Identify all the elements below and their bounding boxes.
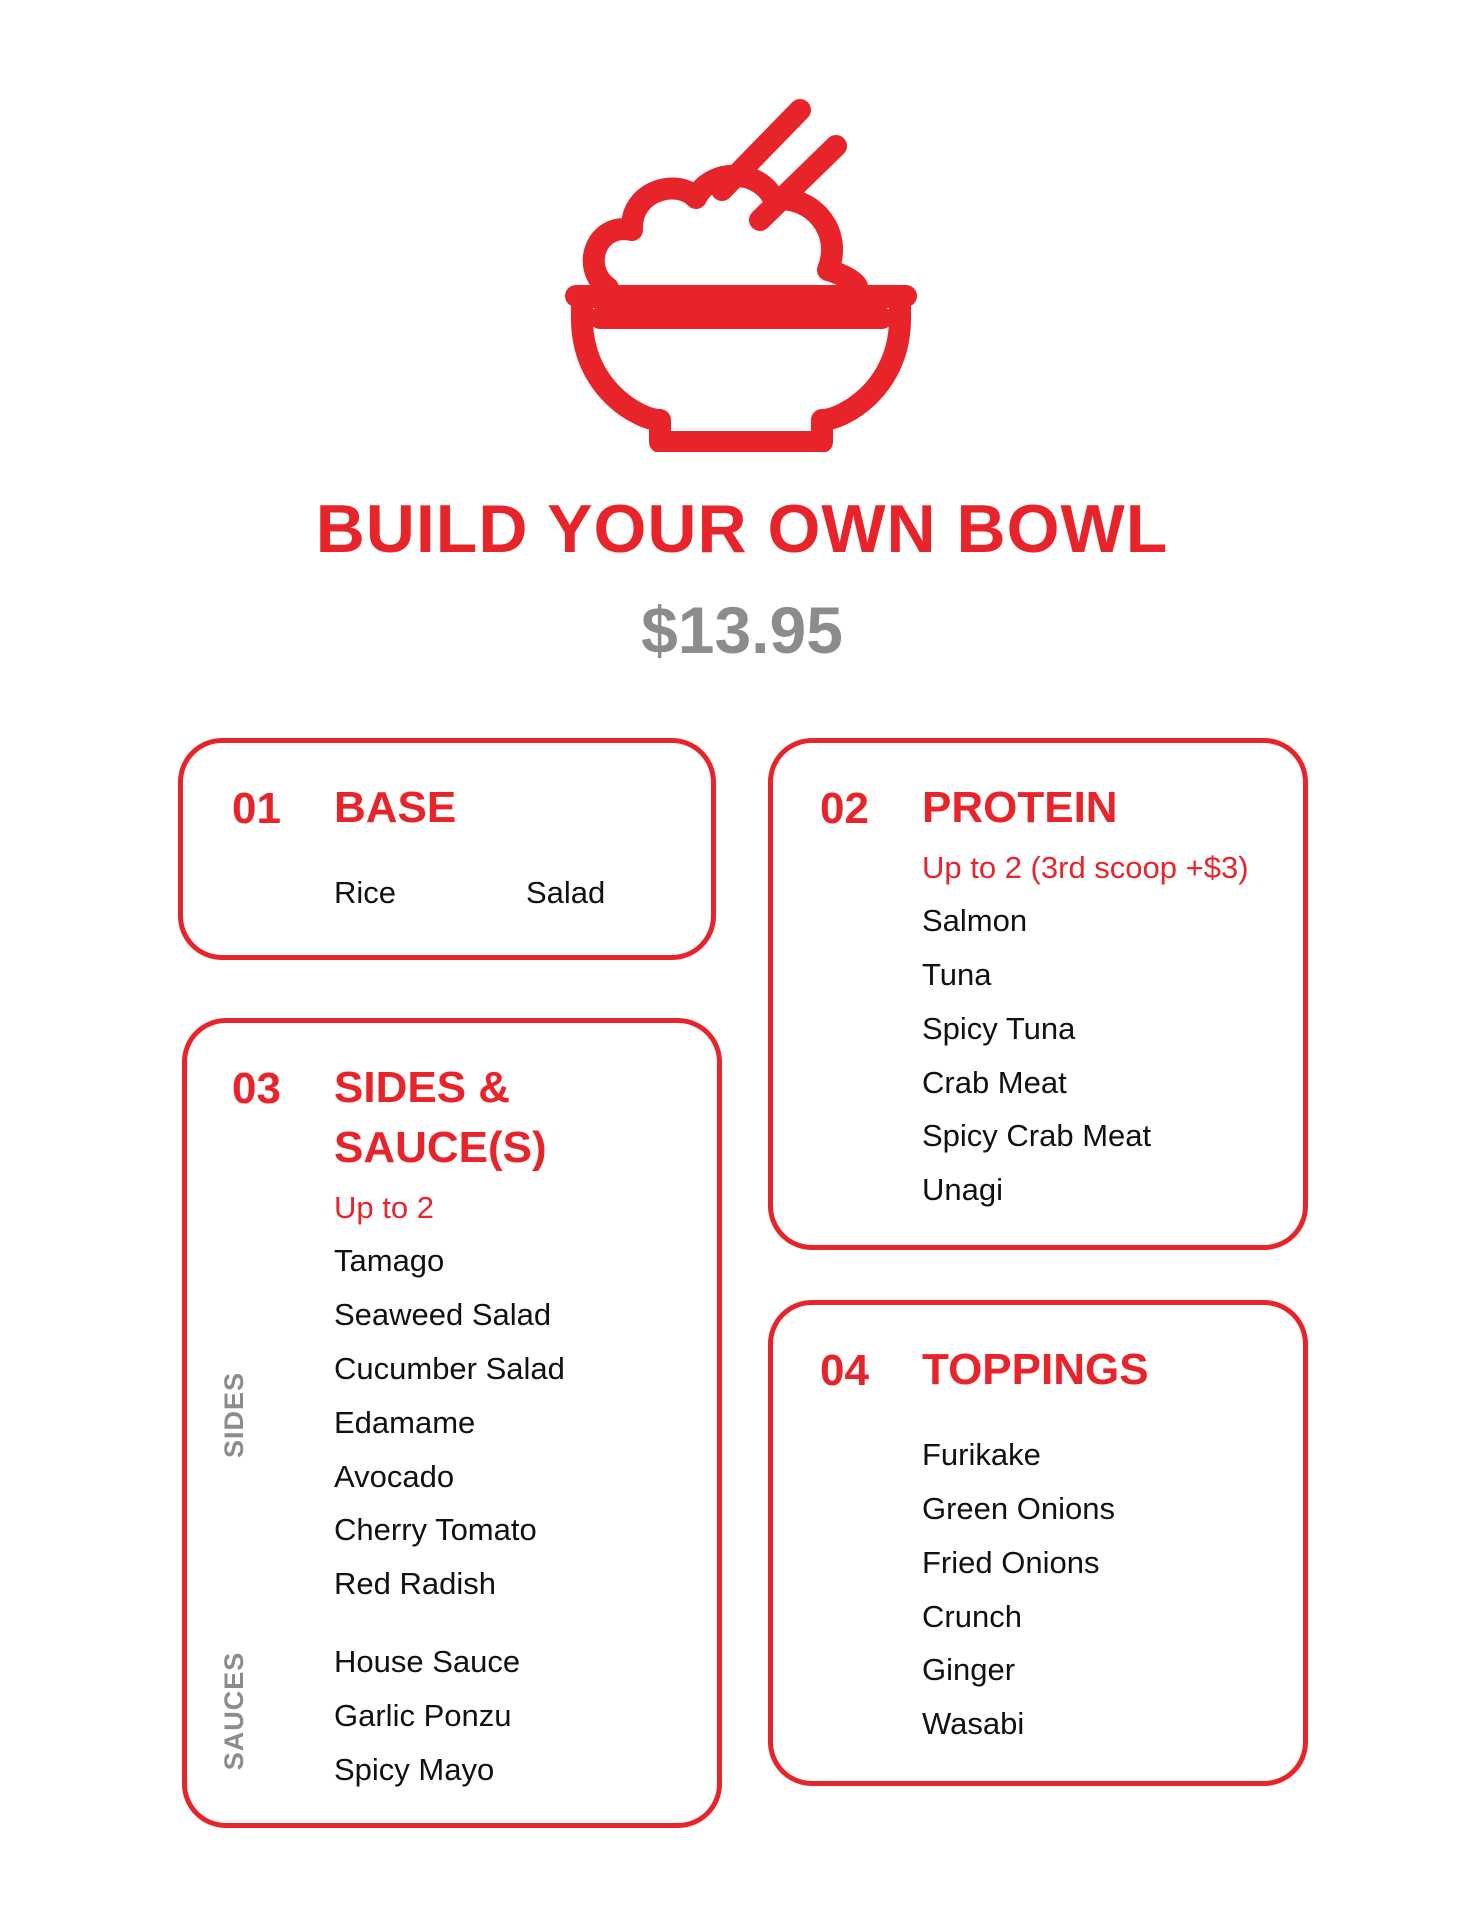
page-title: BUILD YOUR OWN BOWL — [315, 491, 1169, 567]
side-item: Cucumber Salad — [334, 1351, 565, 1386]
base-card — [178, 738, 716, 960]
rice-bowl-with-chopsticks-icon — [560, 90, 922, 452]
side-item: Red Radish — [334, 1566, 496, 1601]
protein-subtitle: Up to 2 (3rd scoop +$3) — [922, 850, 1249, 885]
bowl-price: $13.95 — [641, 593, 843, 667]
sides-sauces-heading-line2: SAUCE(S) — [334, 1123, 547, 1172]
topping-item: Fried Onions — [922, 1545, 1100, 1580]
topping-item: Wasabi — [922, 1706, 1025, 1741]
sauce-item: House Sauce — [334, 1644, 521, 1679]
protein-item: Spicy Tuna — [922, 1011, 1076, 1046]
base-number: 01 — [232, 784, 281, 833]
sauce-item: Spicy Mayo — [334, 1752, 495, 1787]
sides-sauces-heading-line1: SIDES & — [334, 1063, 511, 1112]
sides-sauces-subtitle: Up to 2 — [334, 1190, 434, 1225]
sauces-label: SAUCES — [219, 1651, 249, 1771]
base-item-salad: Salad — [526, 875, 606, 910]
side-item: Cherry Tomato — [334, 1512, 537, 1547]
protein-item: Spicy Crab Meat — [922, 1118, 1152, 1153]
protein-item: Salmon — [922, 903, 1028, 938]
side-item: Tamago — [334, 1243, 445, 1278]
topping-item: Crunch — [922, 1599, 1022, 1634]
side-item: Avocado — [334, 1459, 455, 1494]
toppings-number: 04 — [820, 1346, 869, 1395]
protein-number: 02 — [820, 784, 869, 833]
base-heading: BASE — [334, 783, 457, 832]
protein-item: Tuna — [922, 957, 992, 992]
protein-heading: PROTEIN — [922, 783, 1118, 832]
topping-item: Ginger — [922, 1652, 1016, 1687]
side-item: Seaweed Salad — [334, 1297, 552, 1332]
protein-item: Crab Meat — [922, 1065, 1067, 1100]
topping-item: Green Onions — [922, 1491, 1115, 1526]
side-item: Edamame — [334, 1405, 476, 1440]
protein-item: Unagi — [922, 1172, 1003, 1207]
topping-item: Furikake — [922, 1437, 1041, 1472]
toppings-heading: TOPPINGS — [922, 1345, 1149, 1394]
sauce-item: Garlic Ponzu — [334, 1698, 512, 1733]
base-item-rice: Rice — [334, 875, 397, 910]
sides-sauces-number: 03 — [232, 1064, 281, 1113]
sides-label: SIDES — [219, 1371, 249, 1459]
